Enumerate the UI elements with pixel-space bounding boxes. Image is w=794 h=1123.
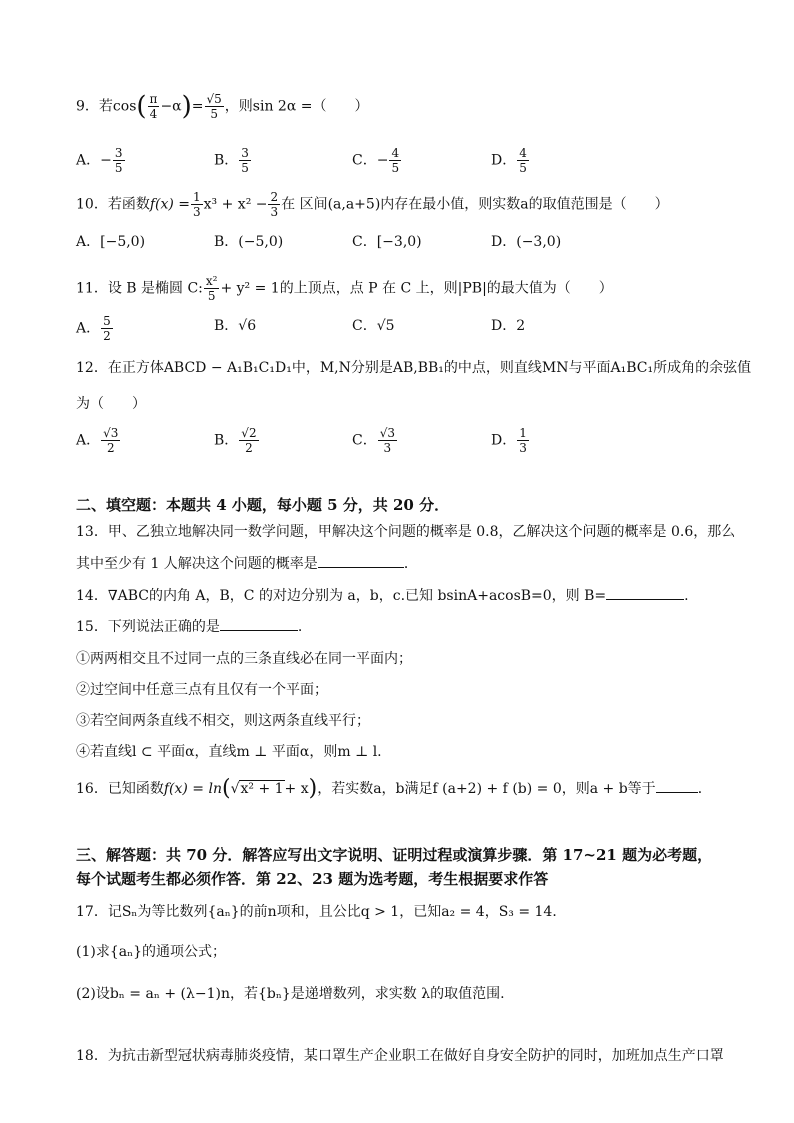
q11-option-b: B．√6 xyxy=(214,318,257,334)
q11-option-a: A． $\frac{5}{2}$ xyxy=(76,314,111,343)
q14-answer-blank[interactable] xyxy=(606,585,684,600)
q12-option-d: D． $\frac{1}{3}$ xyxy=(491,426,527,455)
q12-option-a: A． $\frac{√3}{2}$ xyxy=(76,426,119,455)
q9-equals: = xyxy=(191,98,204,115)
section-2-title: 二、填空题：本题共 4 小题，每小题 5 分，共 20 分． xyxy=(76,496,450,514)
q9-cos: cos xyxy=(112,98,137,115)
q10-tail: 在 区间(a,a+5)内存在最小值，则实数a的取值范围是（ ） xyxy=(281,196,669,213)
q12-stem-line1: 12．在正方体ABCD − A₁B₁C₁D₁中，M,N分别是AB,BB₁的中点，则直线MN与平面A₁BC₁所成角的余弦值 xyxy=(76,360,752,376)
q9-pi-fraction: $\frac{\pi}{4}$ xyxy=(149,92,158,121)
q10-mid: x³ + x² − xyxy=(203,196,268,213)
q10-option-b: B．(−5,0) xyxy=(214,234,284,250)
q10-fraction-1: $\frac{1}{3}$ xyxy=(193,190,201,219)
q11-tail: + y² = 1的上顶点，点 P 在 C 上，则|PB|的最大值为（ ） xyxy=(220,280,613,297)
q12-stem-line2: 为（ ） xyxy=(76,396,146,412)
q9-option-b: B． $\frac{3}{5}$ xyxy=(214,146,249,175)
q14-stem: 14．∇ABC的内角 A，B，C 的对边分别为 a，b，c.已知 bsinA+acosB=0，则 B= . xyxy=(76,585,689,606)
q17-part-2: (2)设bₙ = aₙ + (λ−1)n，若{bₙ}是递增数列，求实数 λ的取值范围. xyxy=(76,986,505,1002)
q16-radicand: x² + 1 xyxy=(240,781,284,797)
q10-stem xyxy=(76,190,669,219)
q10-option-c: C．[−3,0) xyxy=(352,234,422,250)
q11-stem xyxy=(76,274,613,303)
q13-line1: 13．甲、乙独立地解决同一数学问题，甲解决这个问题的概率是 0.8，乙解决这个问题的概率是 0.6，那么 xyxy=(76,524,736,540)
q15-item-2: ②过空间中任意三点有且仅有一个平面； xyxy=(76,682,328,698)
q9-option-c: C．− $\frac{4}{5}$ xyxy=(352,146,400,175)
q9-rhs-fraction: $\frac{√5}{5}$ xyxy=(206,92,222,121)
section-3-title-line1: 三、解答题：共 70 分．解答应写出文字说明、证明过程或演算步骤．第 17~21 题为必考题， xyxy=(76,846,713,864)
q10-option-a: A．[−5,0) xyxy=(76,234,146,250)
q13-line2: 其中至少有 1 人解决这个问题的概率是 ． xyxy=(76,553,418,574)
q17-stem: 17．记Sₙ为等比数列{aₙ}的前n项和，且公比q > 1，已知a₂ = 4，S₃ = 14． xyxy=(76,904,567,920)
q9-minus-alpha: −α xyxy=(160,98,182,115)
q15-item-1: ①两两相交且不过同一点的三条直线必在同一平面内； xyxy=(76,651,412,667)
q11-head: 11．设 B 是椭圆 C: xyxy=(76,280,203,297)
q9-stem: 9．若cos( $\frac{\pi}{4}$ −α)= $\frac{√5}{5}$ ，则sin 2α =（ ） xyxy=(76,91,369,122)
q12-option-c: C． $\frac{√3}{3}$ xyxy=(352,426,395,455)
section-3-title-line2: 每个试题考生都必须作答．第 22、23 题为选考题，考生根据要求作答 xyxy=(76,870,549,888)
q10-fraction-2: $\frac{2}{3}$ xyxy=(270,190,279,219)
q11-option-c: C．√5 xyxy=(352,318,395,334)
q11-fraction: $\frac{\text{x²}}{5}$ xyxy=(205,274,218,303)
q18-stem-line1: 18．为抗击新型冠状病毒肺炎疫情，某口罩生产企业职工在做好自身安全防护的同时，加班加点生产口罩 xyxy=(76,1048,724,1064)
q16-answer-blank[interactable] xyxy=(656,778,698,793)
q15-answer-blank[interactable] xyxy=(220,616,298,631)
q12-option-b: B． $\frac{√2}{2}$ xyxy=(214,426,257,455)
q9-option-a: A．− $\frac{3}{5}$ xyxy=(76,146,123,175)
q15-item-3: ③若空间两条直线不相交，则这两条直线平行； xyxy=(76,713,370,729)
q9-tail: ，则sin 2α =（ ） xyxy=(224,98,369,115)
q15-stem: 15．下列说法正确的是 . xyxy=(76,616,302,637)
q17-part-1: (1)求{aₙ}的通项公式； xyxy=(76,944,227,960)
q9-option-d: D． $\frac{4}{5}$ xyxy=(491,146,527,175)
q10-fx: f(x) = xyxy=(149,196,191,213)
q11-option-d: D．2 xyxy=(491,318,526,334)
q16-fx: f(x) = ln xyxy=(163,781,222,797)
q10-number: 10．若函数 xyxy=(76,196,150,213)
q16-stem: 16．已知函数f(x) = ln(√x² + 1+ x)，若实数a，b满足f (a+2) + f (b) = 0，则a + b等于 ． xyxy=(76,776,712,801)
q9-number: 9．若 xyxy=(76,98,113,115)
q15-item-4: ④若直线l ⊂ 平面α，直线m ⊥ 平面α，则m ⊥ l. xyxy=(76,744,382,760)
q10-option-d: D．(−3,0) xyxy=(491,234,562,250)
q13-answer-blank[interactable] xyxy=(318,553,404,568)
